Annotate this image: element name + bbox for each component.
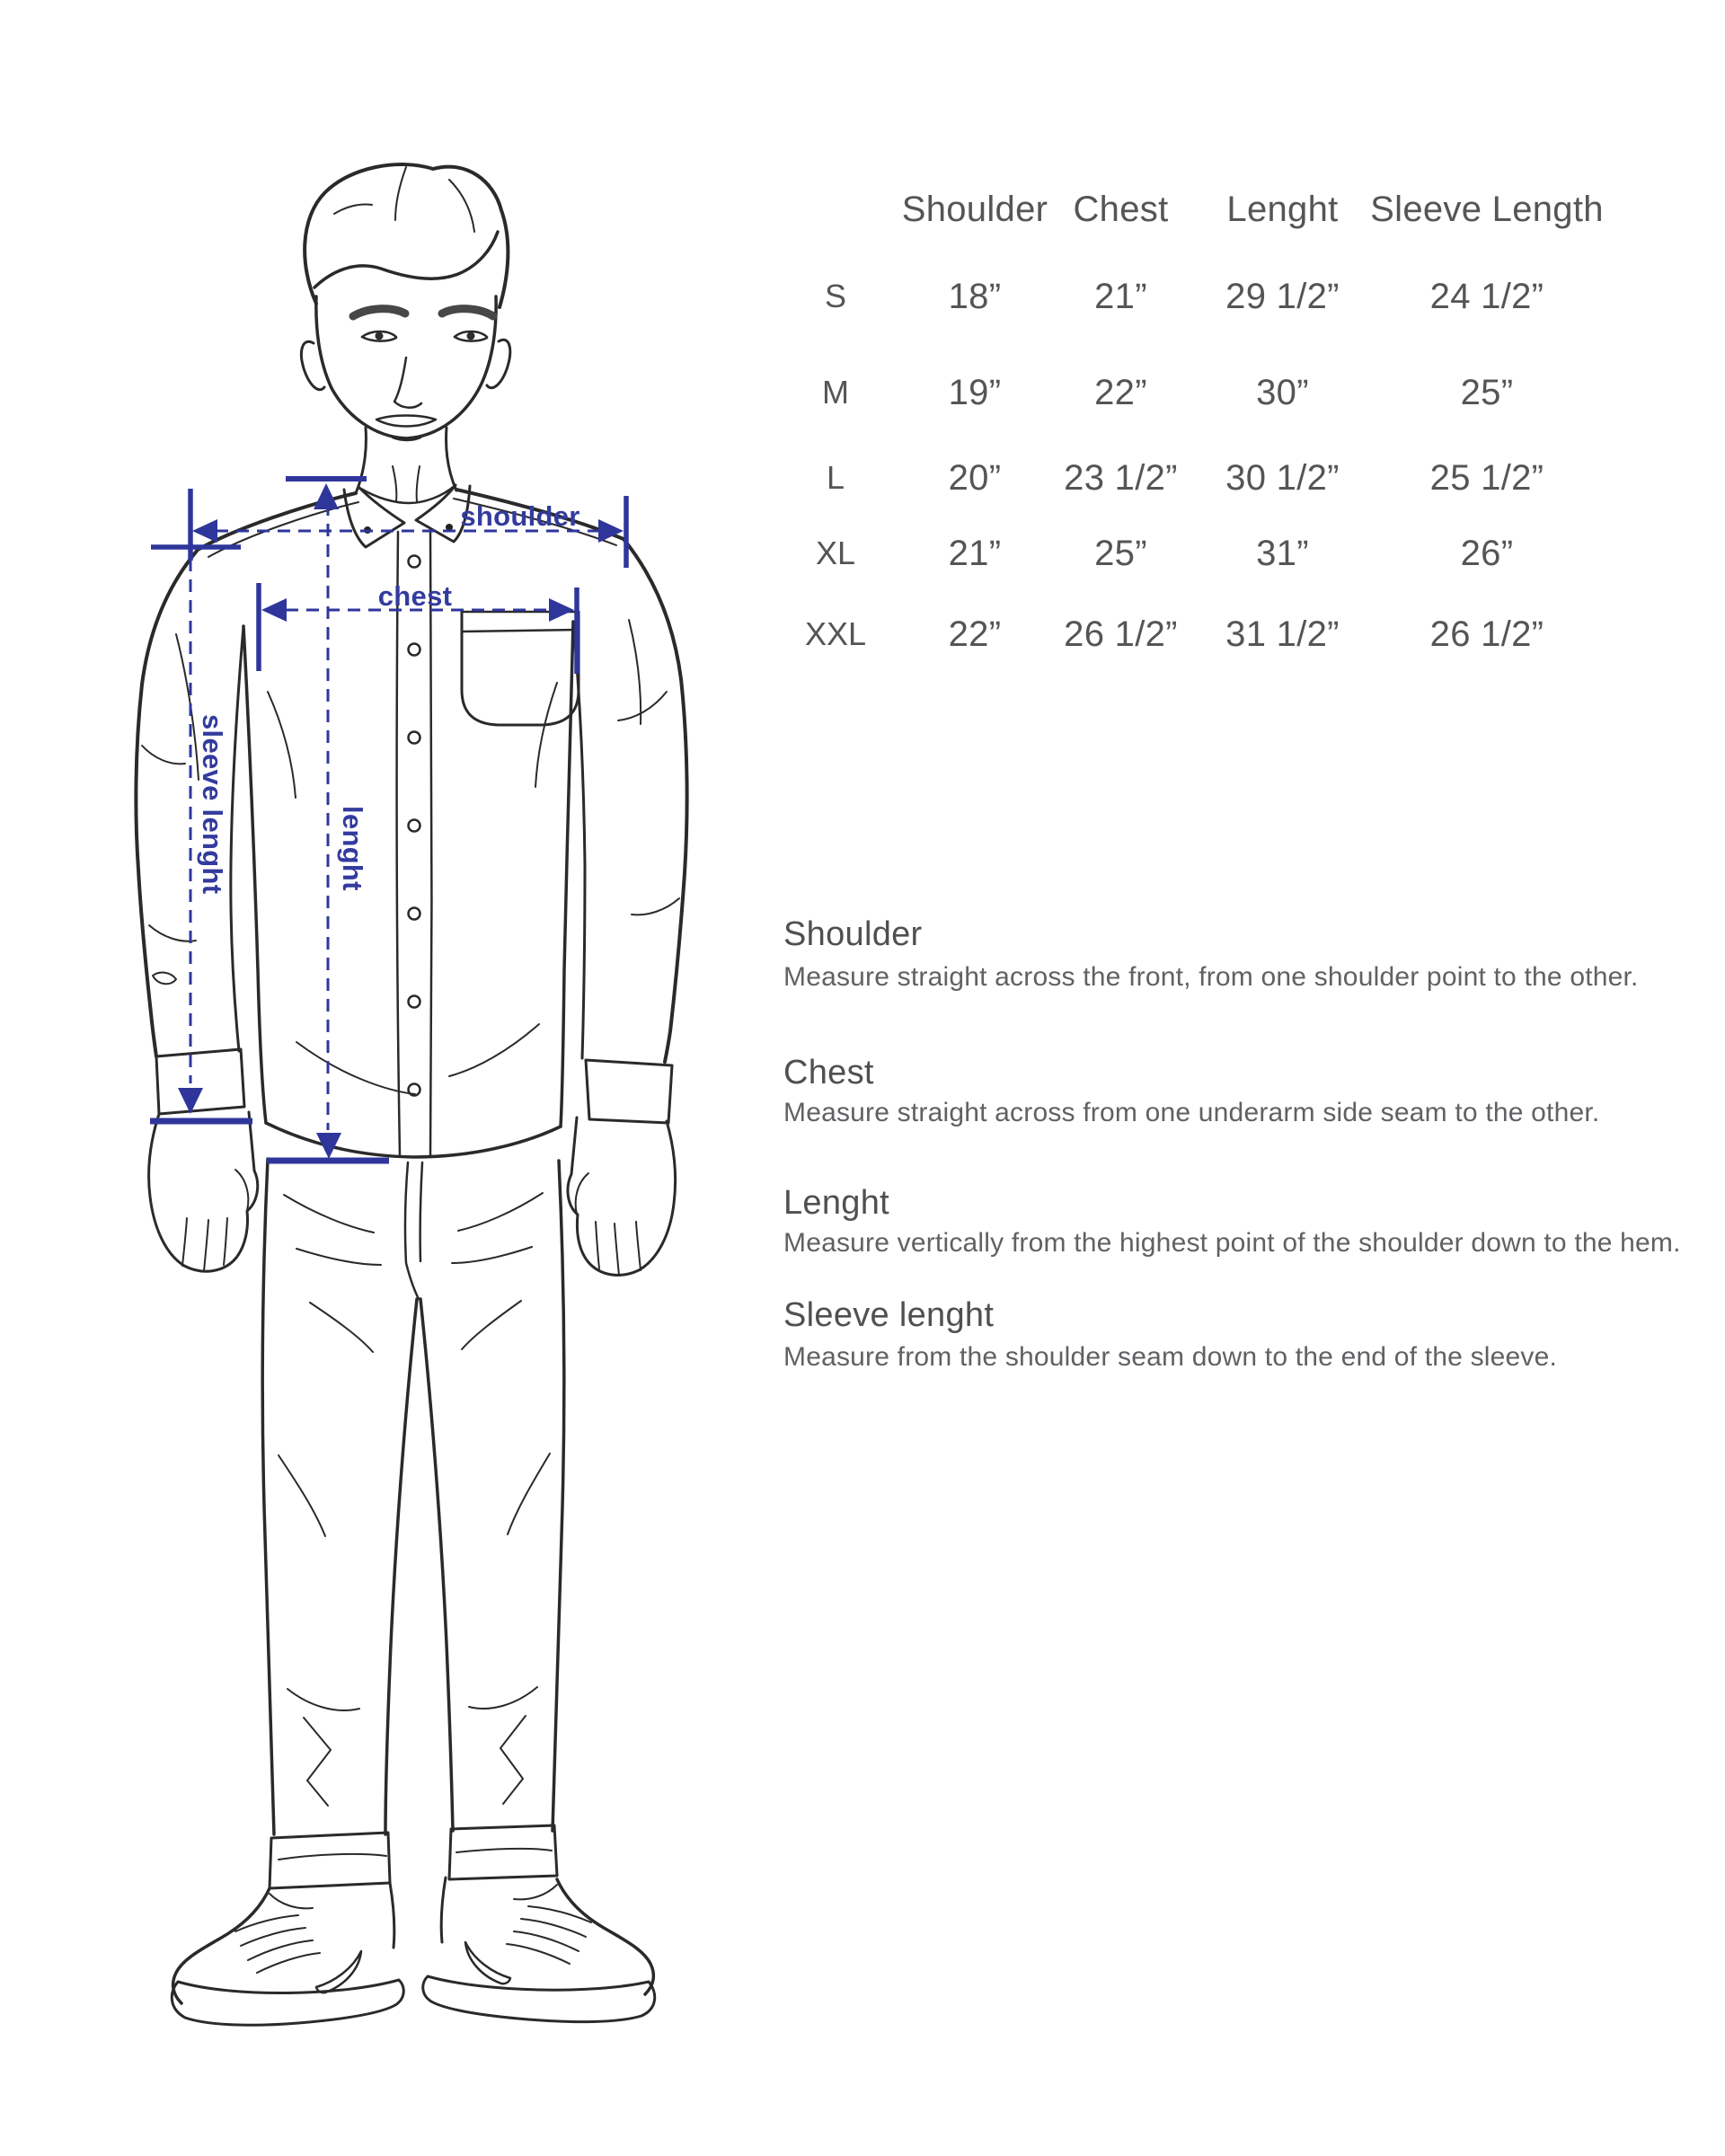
description-text-shoulder: Measure straight across the front, from one shoulder point to the other. [783,962,1639,992]
length-annotation-label: lenght [337,805,368,891]
description-title-chest: Chest [783,1054,874,1091]
buttons [409,556,420,1096]
description-title-shoulder: Shoulder [783,915,923,953]
column-header-lenght: Lenght [1226,189,1339,229]
table-cell: 31” [1256,533,1309,573]
right-laces [507,1906,591,1964]
left-jean-cuff [270,1833,390,1888]
table-cell: 25” [1094,533,1147,573]
table-cell: 19” [948,372,1002,412]
sleeve-length-annotation-label: sleeve lenght [197,713,228,895]
table-cell: 30” [1256,372,1309,412]
table-cell: 26 1/2” [1064,614,1178,654]
table-cell: 30 1/2” [1225,457,1340,498]
face [301,296,509,440]
size-label-s: S [824,278,846,314]
column-header-chest: Chest [1073,189,1169,229]
description-title-lenght: Lenght [783,1184,890,1222]
table-cell: 22” [948,614,1002,654]
shirt-hem [266,1123,561,1157]
shoulder-annotation-label: shoulder [460,500,580,532]
table-cell: 31 1/2” [1225,614,1340,654]
table-cell: 26” [1460,533,1514,573]
right-cuff [586,1060,672,1123]
jeans [262,1159,564,1888]
chest-annotation-label: chest [377,580,453,612]
table-cell: 29 1/2” [1225,276,1340,316]
hair [305,164,508,307]
description-text-chest: Measure straight across from one underarm side seam to the other. [783,1098,1600,1127]
left-sole [172,1980,403,2025]
table-cell: 24 1/2” [1429,276,1544,316]
table-cell: 23 1/2” [1064,457,1178,498]
description-text-lenght: Measure vertically from the highest point of the shoulder down to the hem. [783,1228,1681,1258]
table-cell: 25 1/2” [1429,457,1544,498]
column-header-shoulder: Shoulder [901,189,1048,229]
nose [394,358,421,408]
table-cell: 25” [1460,372,1514,412]
left-eyebrow [353,309,405,316]
right-eye [467,332,475,340]
line-art [136,164,686,2025]
sneakers [172,1878,654,2025]
column-header-sleeve-length: Sleeve Length [1370,189,1604,229]
table-cell: 20” [948,457,1002,498]
table-cell: 26 1/2” [1429,614,1544,654]
mouth [376,416,436,441]
size-label-m: M [822,374,849,411]
chest-pocket [462,612,579,725]
right-jean-cuff [449,1825,557,1879]
right-swoosh-icon [465,1942,510,1984]
table-cell: 21” [1094,276,1147,316]
hands [149,1112,676,1276]
description-text-sleeve-lenght: Measure from the shoulder seam down to the end of the sleeve. [783,1342,1558,1372]
table-corner-cell [764,182,907,236]
left-collar [344,488,404,547]
right-eyebrow [442,309,493,316]
size-label-l: L [826,459,845,496]
left-eye [376,332,384,340]
fly [405,1162,422,1299]
left-swoosh-icon [316,1951,361,1993]
left-laces [235,1915,320,1973]
left-cuff [156,1049,244,1114]
table-cell: 18” [948,276,1002,316]
size-label-xl: XL [815,535,856,571]
table-cell: 21” [948,533,1002,573]
size-label-xxl: XXL [804,615,867,652]
right-sole [423,1976,655,2022]
size-table [764,182,1608,689]
table-cell: 22” [1094,372,1147,412]
description-title-sleeve-lenght: Sleeve lenght [783,1296,995,1334]
